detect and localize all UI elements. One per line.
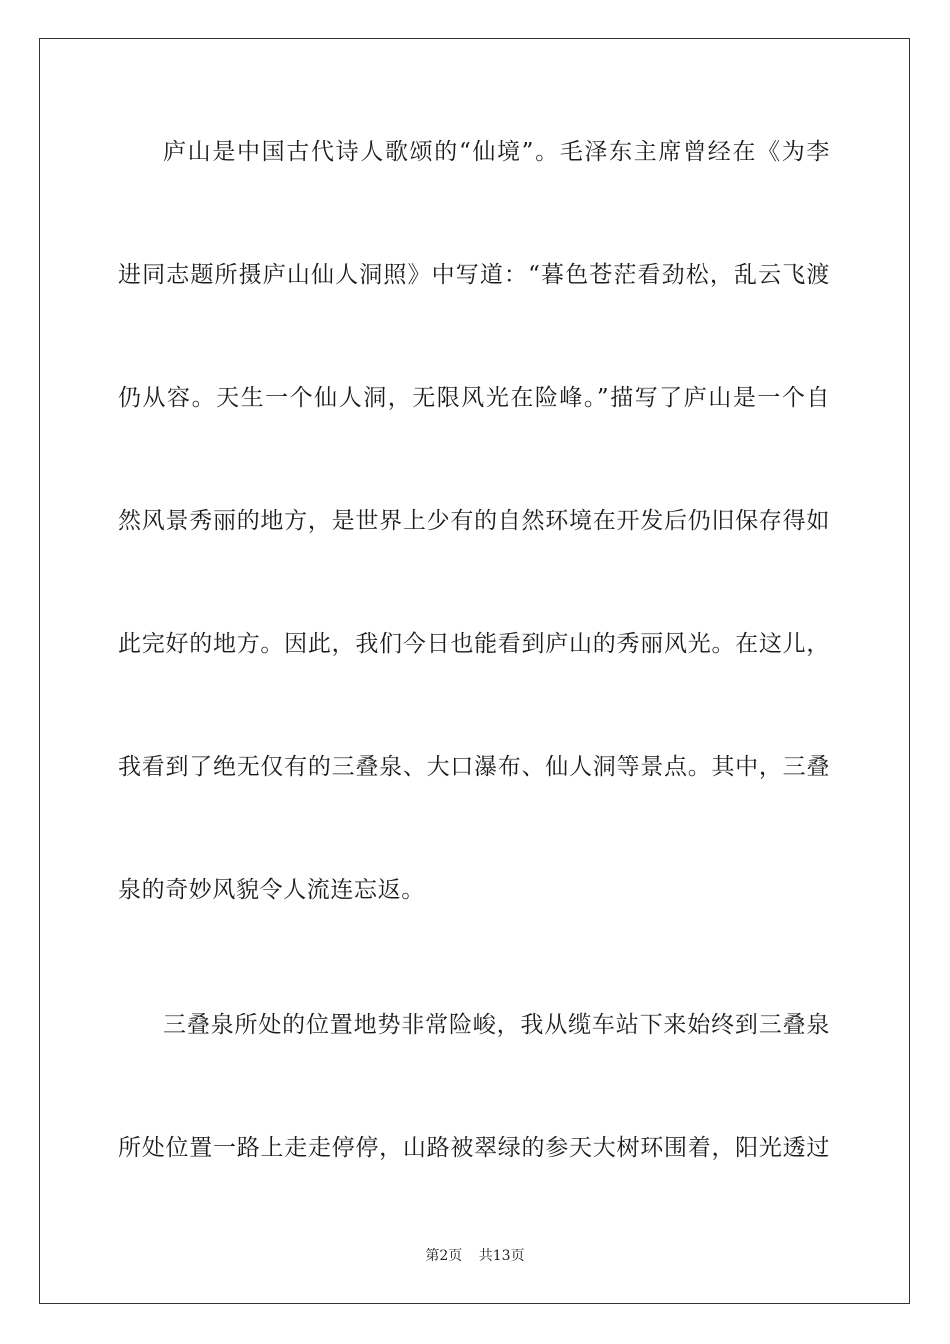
paragraph-1-line-6: 我看到了绝无仅有的三叠泉、大口瀑布、仙人洞等景点。其中，三叠	[118, 754, 830, 780]
paragraph-1-line-5: 此完好的地方。因此，我们今日也能看到庐山的秀丽风光。在这儿，	[118, 631, 830, 657]
paragraph-1-line-3: 仍从容。天生一个仙人洞，无限风光在险峰。”描写了庐山是一个自	[118, 385, 830, 411]
page-total: 共13页	[478, 1248, 525, 1264]
paragraph-2-line-1: 三叠泉所处的位置地势非常险峻，我从缆车站下来始终到三叠泉	[163, 1012, 830, 1038]
paragraph-1-line-7: 泉的奇妙风貌令人流连忘返。	[118, 877, 425, 903]
page-footer	[0, 1246, 950, 1266]
paragraph-1-line-1: 庐山是中国古代诗人歌颂的“仙境”。毛泽东主席曾经在《为李	[163, 139, 830, 165]
paragraph-1-line-2: 进同志题所摄庐山仙人洞照》中写道：“暮色苍茫看劲松，乱云飞渡	[118, 262, 830, 288]
page-number: 第2页	[425, 1248, 463, 1264]
paragraph-1-line-4: 然风景秀丽的地方，是世界上少有的自然环境在开发后仍旧保存得如	[118, 508, 830, 534]
paragraph-2-line-2: 所处位置一路上走走停停，山路被翠绿的参天大树环围着，阳光透过	[118, 1135, 830, 1161]
page-border	[39, 38, 910, 1304]
